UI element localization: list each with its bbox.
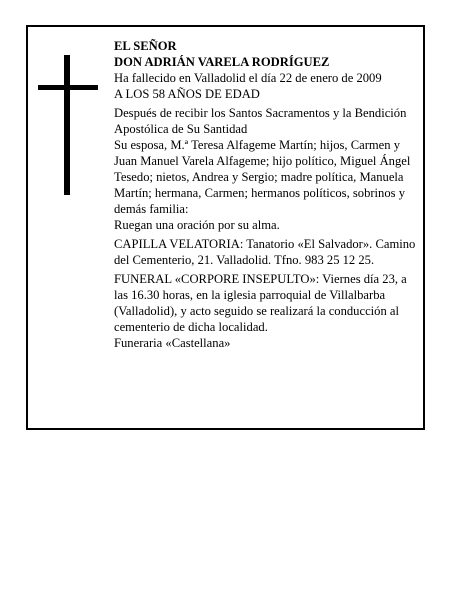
age-line: A LOS 58 AÑOS DE EDAD	[114, 87, 260, 101]
cross-icon-crossbar	[38, 85, 98, 90]
funeral-paragraph: FUNERAL «CORPORE INSEPULTO»: Viernes día 23, a las 16.30 horas, en la iglesia parroquial de Villalbarba (Valladolid), y acto seguido se realizará la conducción al cementerio de dicha localidad.	[114, 272, 407, 334]
funeral-home-line: Funeraria «Castellana»	[114, 336, 231, 350]
cross-icon	[64, 55, 70, 195]
chapel-paragraph: CAPILLA VELATORIA: Tanatorio «El Salvador». Camino del Cementerio, 21. Valladolid. Tfno. 983 25 12 25.	[114, 237, 416, 267]
family-paragraph: Su esposa, M.ª Teresa Alfageme Martín; hijos, Carmen y Juan Manuel Varela Alfageme; hijo político, Miguel Ángel Tesedo; nietos, Andrea y Sergio; madre política, Manuela Martín; hermana, Carmen; hermanos políticos, sobrinos y demás familia:	[114, 138, 411, 216]
sacraments-paragraph: Después de recibir los Santos Sacramentos y la Bendición Apostólica de Su Santidad	[114, 106, 407, 136]
death-line: Ha fallecido en Valladolid el día 22 de enero de 2009	[114, 71, 382, 85]
prayer-line: Ruegan una oración por su alma.	[114, 218, 280, 232]
honorific: EL SEÑOR	[114, 39, 177, 53]
deceased-name: DON ADRIÁN VARELA RODRÍGUEZ	[114, 55, 330, 69]
obituary-text-block	[114, 38, 418, 351]
